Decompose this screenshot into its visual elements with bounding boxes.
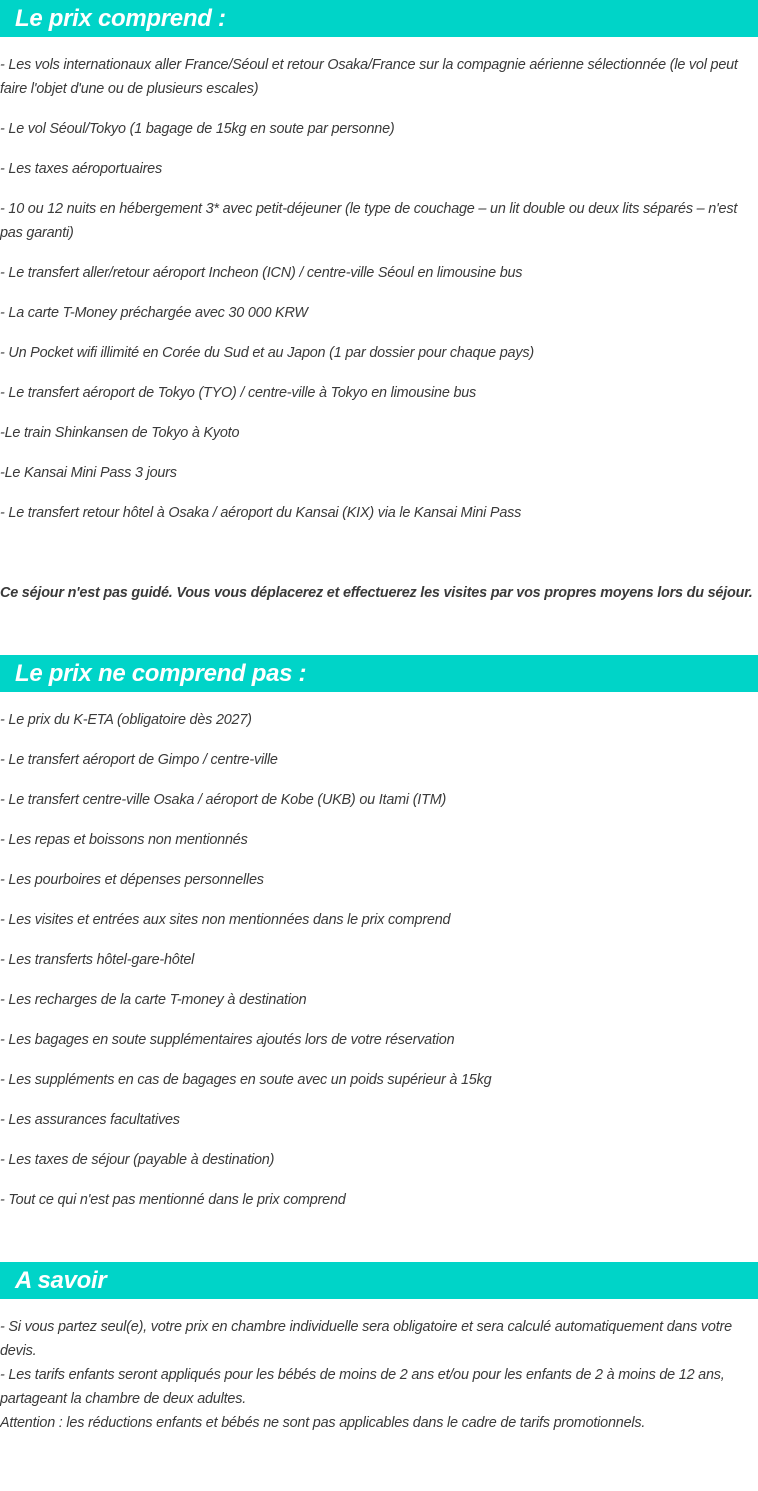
list-item: - Les taxes aéroportuaires <box>0 161 162 177</box>
info-line-single: - Si vous partez seul(e), votre prix en chambre individuelle sera obligatoire et sera calculé automatiquement dans votre devis. <box>0 1319 732 1359</box>
list-item: - Le transfert centre-ville Osaka / aéroport de Kobe (UKB) ou Itami (ITM) <box>0 792 447 808</box>
not-guided-note: Ce séjour n'est pas guidé. Vous vous déplacerez et effectuerez les visites par vos propres moyens lors du séjour. <box>0 585 753 601</box>
list-item: - Les pourboires et dépenses personnelles <box>0 872 264 888</box>
info-text <box>0 1315 758 1435</box>
list-item: - Les transferts hôtel-gare-hôtel <box>0 952 195 968</box>
list-item: - Le transfert aéroport de Gimpo / centre-ville <box>0 752 278 768</box>
list-item: - Tout ce qui n'est pas mentionné dans le prix comprend <box>0 1192 346 1208</box>
list-item: -Le train Shinkansen de Tokyo à Kyoto <box>0 425 240 441</box>
list-item: - Un Pocket wifi illimité en Corée du Sud et au Japon (1 par dossier pour chaque pays) <box>0 345 534 361</box>
list-item: - Le vol Séoul/Tokyo (1 bagage de 15kg en soute par personne) <box>0 121 395 137</box>
list-item: - Les bagages en soute supplémentaires ajoutés lors de votre réservation <box>0 1032 455 1048</box>
list-item: -Le Kansai Mini Pass 3 jours <box>0 465 177 481</box>
list-item: - Les recharges de la carte T-money à destination <box>0 992 307 1008</box>
list-item: - Le transfert aéroport de Tokyo (TYO) / centre-ville à Tokyo en limousine bus <box>0 385 477 401</box>
list-item: - Les repas et boissons non mentionnés <box>0 832 248 848</box>
list-item: - Les vols internationaux aller France/Séoul et retour Osaka/France sur la compagnie aérienne sélectionnée (le vol peut faire l'objet d'une ou de plusieurs escales) <box>0 57 738 97</box>
list-item: - Le prix du K-ETA (obligatoire dès 2027) <box>0 712 252 728</box>
list-item: - La carte T-Money préchargée avec 30 000 KRW <box>0 305 308 321</box>
list-item: - Les taxes de séjour (payable à destination) <box>0 1152 275 1168</box>
included-list <box>0 53 758 541</box>
section-title-included: Le prix comprend : <box>0 0 758 37</box>
info-line-attention: Attention : les réductions enfants et bébés ne sont pas applicables dans le cadre de tarifs promotionnels. <box>0 1415 646 1431</box>
excluded-list <box>0 708 758 1228</box>
list-item: - Les suppléments en cas de bagages en soute avec un poids supérieur à 15kg <box>0 1072 492 1088</box>
list-item: - Le transfert retour hôtel à Osaka / aéroport du Kansai (KIX) via le Kansai Mini Pass <box>0 505 522 521</box>
info-line-children: - Les tarifs enfants seront appliqués pour les bébés de moins de 2 ans et/ou pour les enfants de 2 à moins de 12 ans, partageant la chambre de deux adultes. <box>0 1367 725 1407</box>
section-title-info: A savoir <box>0 1262 758 1299</box>
section-title-excluded: Le prix ne comprend pas : <box>0 655 758 692</box>
list-item: - Les visites et entrées aux sites non mentionnées dans le prix comprend <box>0 912 451 928</box>
list-item: - Les assurances facultatives <box>0 1112 180 1128</box>
list-item: - Le transfert aller/retour aéroport Incheon (ICN) / centre-ville Séoul en limousine bus <box>0 265 523 281</box>
list-item: - 10 ou 12 nuits en hébergement 3* avec petit-déjeuner (le type de couchage – un lit double ou deux lits séparés – n'est pas garanti) <box>0 201 738 241</box>
